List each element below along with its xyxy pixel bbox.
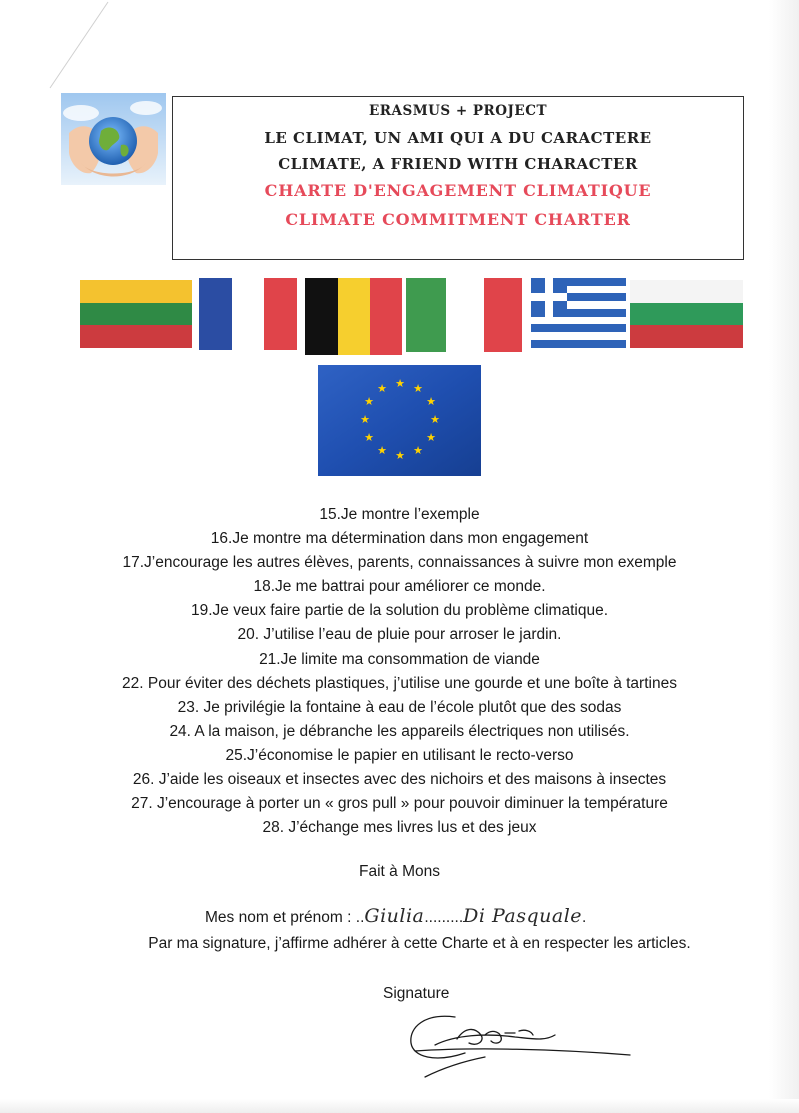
dotted-leader: .. (355, 909, 365, 926)
project-title-fr: LE CLIMAT, UN AMI QUI A DU CARACTERE (264, 129, 652, 147)
svg-text:★: ★ (395, 449, 405, 462)
svg-text:★: ★ (426, 395, 436, 408)
dotted-leader: . (582, 909, 587, 926)
handwritten-signature (395, 1005, 645, 1085)
commitment-item: 25.J’économise le papier en utilisant le recto-verso (225, 746, 574, 764)
signature-label: Signature (383, 985, 450, 1002)
commitment-item: 26. J’aide les oiseaux et insectes avec des nichoirs et des maisons à insectes (132, 771, 667, 789)
commitment-item: 20. J’utilise l’eau de pluie pour arroser le jardin. (237, 626, 562, 644)
svg-text:★: ★ (426, 431, 436, 444)
charter-title-en: CLIMATE COMMITMENT CHARTER (285, 210, 631, 229)
svg-text:★: ★ (413, 382, 423, 395)
project-title-en: CLIMATE, A FRIEND WITH CHARACTER (278, 155, 638, 173)
svg-text:★: ★ (377, 444, 387, 457)
place-of-signing: Fait à Mons (359, 863, 440, 880)
commitment-item: 24. A la maison, je débranche les appareils électriques non utilisés. (169, 722, 630, 740)
handwritten-first-name: Giulia (364, 905, 425, 927)
hands-earth-logo (61, 93, 166, 185)
bulgaria-flag (630, 280, 743, 348)
name-line (205, 905, 765, 927)
svg-text:★: ★ (364, 431, 374, 444)
svg-text:★: ★ (413, 444, 423, 457)
partner-flags-row (0, 278, 799, 358)
charter-title-fr: CHARTE D'ENGAGEMENT CLIMATIQUE (264, 181, 652, 200)
svg-text:★: ★ (430, 413, 440, 426)
svg-text:★: ★ (364, 395, 374, 408)
european-union-flag (318, 365, 481, 476)
commitment-item: 19.Je veux faire partie de la solution du problème climatique. (190, 602, 609, 620)
italy-flag (406, 278, 522, 352)
belgium-flag (305, 278, 402, 355)
commitment-item: 21.Je limite ma consommation de viande (259, 650, 540, 668)
lithuania-flag (80, 280, 192, 348)
commitment-item: 27. J’encourage à porter un « gros pull » pour pouvoir diminuer la température (131, 795, 668, 813)
commitment-item: 15.Je montre l’exemple (319, 506, 480, 523)
commitment-item: 17.J’encourage les autres élèves, parents, connaissances à suivre mon exemple (122, 554, 677, 572)
commitments-list (0, 503, 799, 840)
commitment-item: 22. Pour éviter des déchets plastiques, j’utilise une gourde et une boîte à tartines (122, 674, 677, 692)
project-name: ERASMUS + PROJECT (368, 103, 547, 119)
name-label: Mes nom et prénom : (205, 909, 356, 926)
project-header-box (172, 96, 744, 260)
commitment-item: 23. Je privilégie la fontaine à eau de l’école plutôt que des sodas (177, 698, 622, 716)
commitment-item: 16.Je montre ma détermination dans mon engagement (210, 530, 589, 548)
commitment-item: 18.Je me battrai pour améliorer ce monde. (253, 578, 546, 596)
greece-flag (531, 278, 626, 348)
page-fold-line (20, 0, 110, 90)
commitment-item: 28. J’échange mes livres lus et des jeux (262, 819, 537, 837)
svg-text:★: ★ (360, 413, 370, 426)
affirmation-statement: Par ma signature, j’affirme adhérer à cette Charte et à en respecter les articles. (148, 935, 691, 952)
france-flag (199, 278, 297, 350)
handwritten-last-name: Di Pasquale (463, 905, 583, 927)
svg-text:★: ★ (377, 382, 387, 395)
dotted-leader: ......... (424, 909, 464, 926)
scan-shadow-bottom (0, 1099, 799, 1113)
svg-text:★: ★ (395, 377, 405, 390)
